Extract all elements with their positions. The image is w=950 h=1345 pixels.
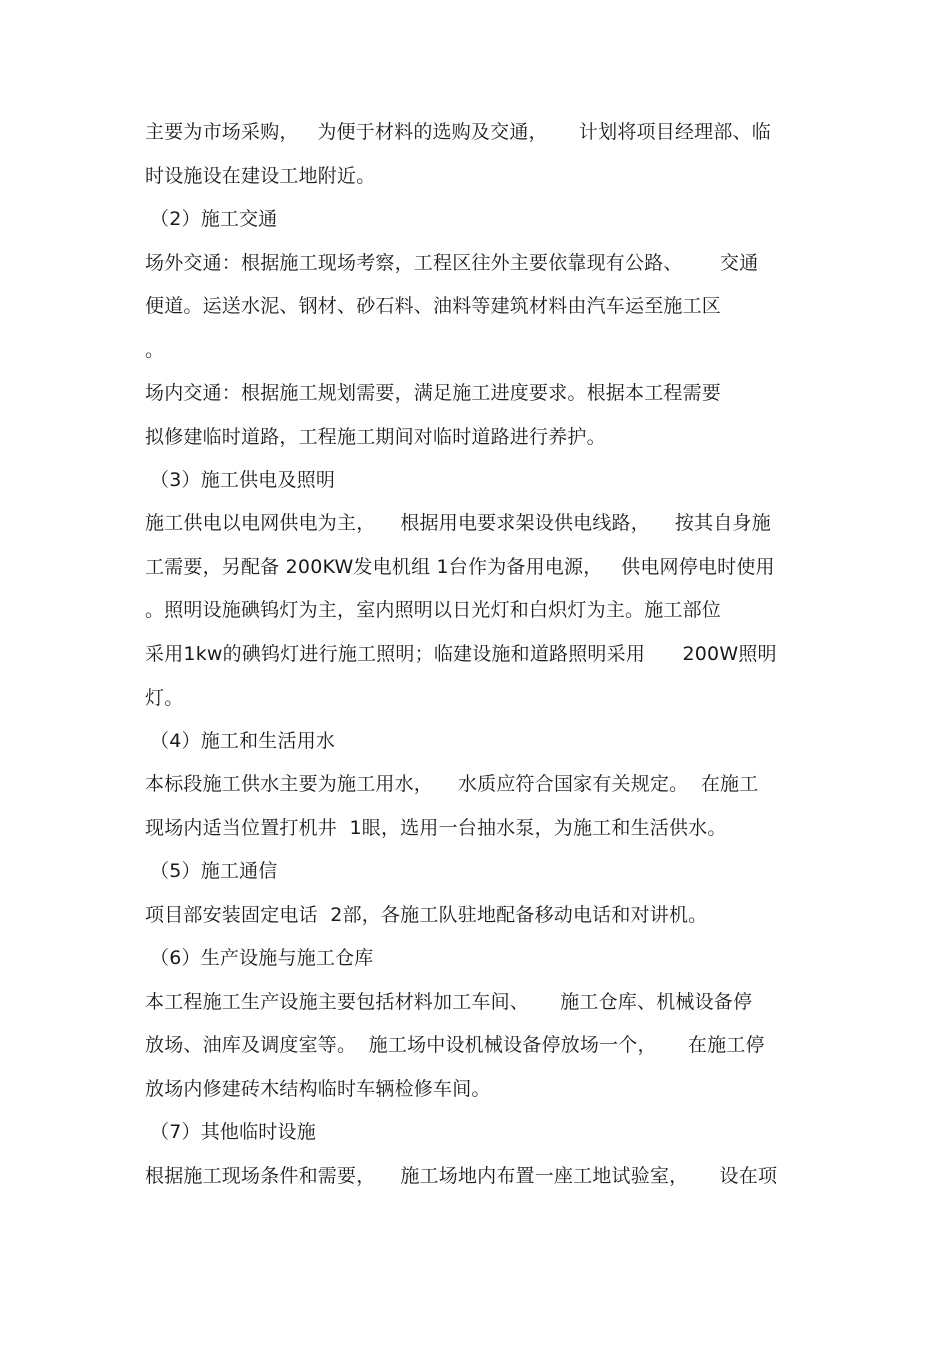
text-line: 放场、油库及调度室等。 施工场中设机械设备停放场一个， 在施工停 bbox=[145, 1034, 765, 1056]
section-heading: （3）施工供电及照明 bbox=[150, 469, 336, 491]
text-line: 施工供电以电网供电为主， 根据用电要求架设供电线路， 按其自身施 bbox=[145, 512, 771, 534]
text-line: 便道。运送水泥、钢材、砂石料、油料等建筑材料由汽车运至施工区 bbox=[145, 295, 722, 317]
section-heading: （6）生产设施与施工仓库 bbox=[150, 947, 374, 969]
text-line: 现场内适当位置打机井 1眼，选用一台抽水泵，为施工和生活供水。 bbox=[145, 817, 727, 839]
text-line: 根据施工现场条件和需要， 施工场地内布置一座工地试验室， 设在项 bbox=[145, 1165, 778, 1187]
text-line: 工需要，另配备 200KW发电机组 1台作为备用电源， 供电网停电时使用 bbox=[145, 556, 775, 578]
text-line: 项目部安装固定电话 2部，各施工队驻地配备移动电话和对讲机。 bbox=[145, 904, 708, 926]
text-line: 主要为市场采购， 为便于材料的选购及交通， 计划将项目经理部、临 bbox=[145, 121, 771, 143]
text-line: 采用1kw的碘钨灯进行施工照明；临建设施和道路照明采用 200W照明 bbox=[145, 643, 777, 665]
section-heading: （7）其他临时设施 bbox=[150, 1121, 316, 1143]
text-line: 放场内修建砖木结构临时车辆检修车间。 bbox=[145, 1078, 491, 1100]
section-heading: （5）施工通信 bbox=[150, 860, 278, 882]
text-line: 本标段施工供水主要为施工用水， 水质应符合国家有关规定。 在施工 bbox=[145, 773, 759, 795]
text-line: 时设施设在建设工地附近。 bbox=[145, 165, 376, 187]
text-line: 本工程施工生产设施主要包括材料加工车间、 施工仓库、机械设备停 bbox=[145, 991, 753, 1013]
section-heading: （2）施工交通 bbox=[150, 208, 278, 230]
text-line: 。照明设施碘钨灯为主，室内照明以日光灯和白炽灯为主。施工部位 bbox=[145, 599, 722, 621]
text-line: 。 bbox=[145, 339, 165, 361]
text-line: 灯。 bbox=[145, 687, 184, 709]
text-line: 拟修建临时道路，工程施工期间对临时道路进行养护。 bbox=[145, 426, 606, 448]
section-heading: （4）施工和生活用水 bbox=[150, 730, 336, 752]
text-line: 场内交通：根据施工规划需要，满足施工进度要求。根据本工程需要 bbox=[145, 382, 722, 404]
text-line: 场外交通：根据施工现场考察，工程区往外主要依靠现有公路、 交通 bbox=[145, 252, 759, 274]
